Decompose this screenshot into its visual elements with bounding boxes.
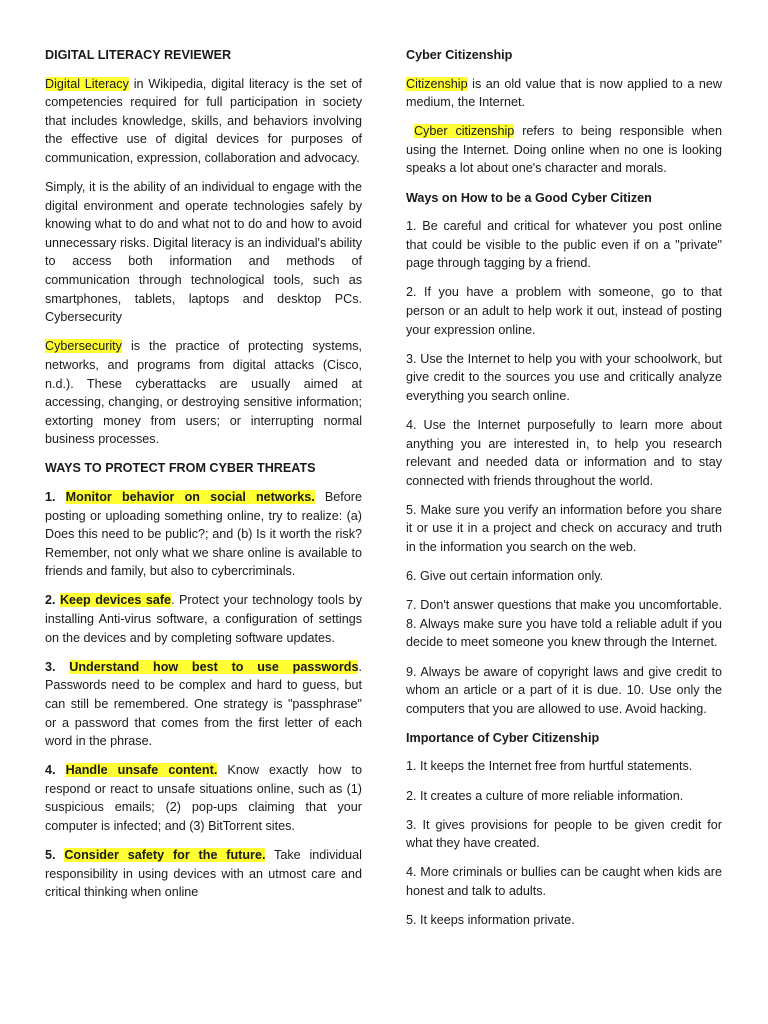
highlight-term: Handle unsafe content. — [65, 763, 218, 778]
highlight-term: Keep devices safe — [59, 593, 172, 608]
importance-item: 2. It creates a culture of more reliable information. — [406, 788, 684, 803]
citizenship-paragraph: Citizenship is an old value that is now applied to a new medium, the Internet. — [406, 76, 722, 110]
highlight-term: Consider safety for the future. — [64, 848, 266, 863]
importance-item: 1. It keeps the Internet free from hurtful statements. — [406, 759, 693, 774]
left-column — [45, 46, 362, 912]
importance-item: 5. It keeps information private. — [406, 912, 575, 927]
citizen-way-item: 9. Always be aware of copyright laws and give credit to whom an article or a part of it is due. 10. Use only the computers that you are allowed to use. Avoid hacking. — [406, 664, 722, 716]
simply-paragraph: Simply, it is the ability of an individual to engage with the digital environment and operate technologies safely by knowing what to do and what not to do and how to avoid unnecessary risks. Digital literacy is an individual's ability to access both information and methods of communication through technological tools, such as smartphones, tablets, laptops and desktop PCs. Cybersecurity — [45, 180, 362, 325]
protect-item-2: 2. Keep devices safe. Protect your technology tools by installing Anti-virus software, a configuration of settings on the devices and by completing software updates. — [45, 593, 362, 645]
protect-item-3: 3. Understand how best to use passwords. Passwords need to be complex and hard to guess, but can still be remembered. One strategy is "passphrase" or a password that comes from the first letter of each word in the phrase. — [45, 659, 362, 749]
highlight-term: Understand how best to use passwords — [69, 659, 359, 674]
citizen-way-item: 3. Use the Internet to help you with your schoolwork, but give credit to the sources you use and critically analyze everything you search online. — [406, 351, 722, 403]
citizen-way-item: 2. If you have a problem with someone, go to that person or an adult to help work it out, instead of posting your expression online. — [406, 285, 722, 337]
cyber-citizenship-paragraph: Cyber citizenship refers to being responsible when using the Internet. Doing online when no one is looking speaks a lot about one's character and morals. — [406, 124, 722, 176]
highlight-citizenship: Citizenship — [406, 76, 468, 91]
citizen-way-item: 6. Give out certain information only. — [406, 569, 604, 584]
good-cyber-citizen-heading: Ways on How to be a Good Cyber Citizen — [406, 190, 652, 205]
protect-item-1: 1. Monitor behavior on social networks. Before posting or uploading something online, try to realize: (a) Does this need to be public?; and (b) Is it worth the risk? Remember, not only what we share online is available to friends and family, but also to cybercriminals. — [45, 489, 362, 579]
citizen-way-item: 5. Make sure you verify an information before you share it or use it in a project and check on accuracy and truth in the information you search on the web. — [406, 502, 722, 555]
protect-item-4: 4. Handle unsafe content. Know exactly how to respond or react to unsafe situations online, such as (1) suspicious emails; (2) pop-ups claiming that your computer is infected; and (3) BitTorrent sites. — [45, 763, 362, 833]
highlight-cybersecurity: Cybersecurity — [45, 339, 122, 354]
cybersecurity-paragraph: Cybersecurity is the practice of protecting systems, networks, and programs from digital attacks (Cisco, n.d.). These cyberattacks are usually aimed at accessing, changing, or destroying sensitive information; extorting money from users; or interrupting normal business processes. — [45, 339, 362, 447]
digital-literacy-paragraph: Digital Literacy in Wikipedia, digital literacy is the set of competencies required for full participation in society that includes knowledge, skills, and behaviors involving the effective use of digital devices for purposes of communication, expression, collaboration and advocacy. — [45, 76, 362, 165]
highlight-digital-literacy: Digital Literacy — [45, 76, 129, 91]
ways-to-protect-heading: WAYS TO PROTECT FROM CYBER THREATS — [45, 461, 316, 476]
highlight-cyber-citizenship: Cyber citizenship — [413, 124, 515, 139]
cyber-citizenship-title: Cyber Citizenship — [406, 48, 513, 62]
importance-item: 4. More criminals or bullies can be caught when kids are honest and talk to adults. — [406, 865, 722, 898]
citizen-way-item: 4. Use the Internet purposefully to learn more about anything you are interested in, to help you research relevant and needed data or information and to stay connected with friends throughout the world. — [406, 418, 722, 488]
protect-item-5: 5. Consider safety for the future. Take individual responsibility in using devices with an utmost care and critical thinking when online — [45, 848, 362, 900]
importance-heading: Importance of Cyber Citizenship — [406, 730, 600, 745]
citizen-way-item: 7. Don't answer questions that make you uncomfortable. 8. Always make sure you have told a reliable adult if you decide to meet someone you knew through the Internet. — [406, 598, 722, 650]
citizen-way-item: 1. Be careful and critical for whatever you post online that could be visible to the public even if on a "private" page through tagging by a friend. — [406, 219, 722, 271]
document-title: DIGITAL LITERACY REVIEWER — [45, 48, 232, 62]
highlight-term: Monitor behavior on social networks. — [65, 489, 315, 504]
importance-item: 3. It gives provisions for people to be given credit for what they have created. — [406, 817, 722, 851]
right-column — [406, 46, 722, 940]
